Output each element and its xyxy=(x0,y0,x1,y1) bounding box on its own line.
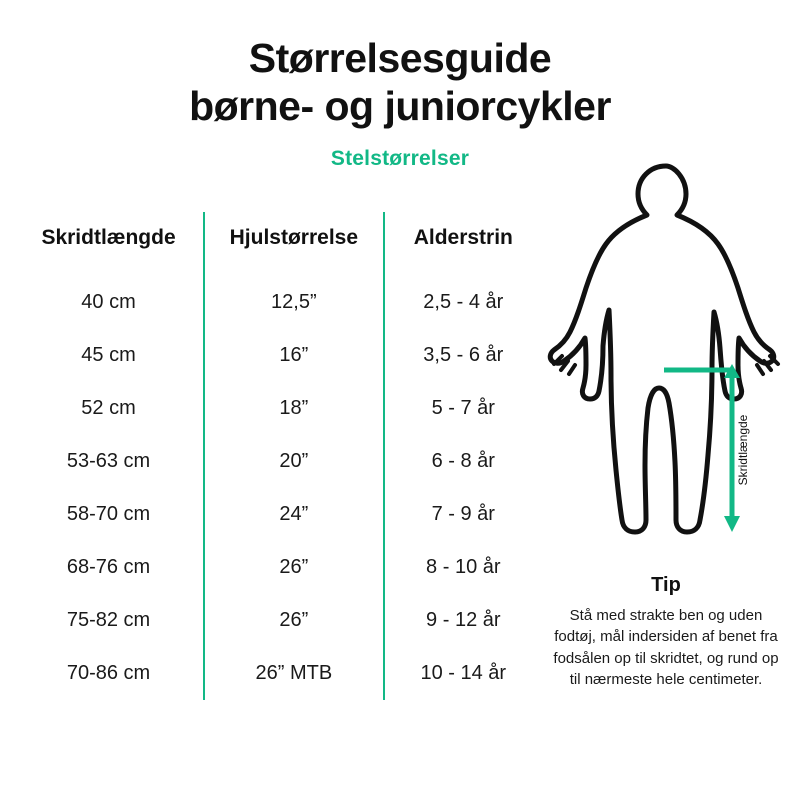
cell-inseam: 68-76 cm xyxy=(66,556,151,578)
table-row xyxy=(14,435,542,488)
table-header-row xyxy=(14,212,542,276)
figure-column xyxy=(540,160,792,690)
cell-age: 5 - 7 år xyxy=(431,397,495,419)
tip-text: Stå med strakte ben og uden fodtøj, mål indersiden af benet fra fodsålen op til skridtet, og rund op til nærmeste hele centimeter. xyxy=(553,607,779,688)
column-header-skridtlaengde: Skridtlængde xyxy=(41,226,176,249)
cell-inseam: 52 cm xyxy=(81,397,136,419)
cell-wheel: 20” xyxy=(204,435,384,488)
title-line-1: Størrelsesguide xyxy=(248,35,552,81)
cell-wheel: 26” xyxy=(204,541,384,594)
cell-age: 8 - 10 år xyxy=(426,556,501,578)
table-row xyxy=(14,594,542,647)
cell-wheel: 12,5” xyxy=(204,276,384,329)
body-silhouette-icon xyxy=(546,160,786,560)
table-row xyxy=(14,276,542,329)
cell-wheel: 18” xyxy=(204,382,384,435)
cell-inseam: 70-86 cm xyxy=(66,662,151,684)
page-subtitle: Stelstørrelser xyxy=(330,146,470,170)
cell-age: 9 - 12 år xyxy=(426,609,501,631)
size-table-container xyxy=(14,212,542,700)
cell-wheel: 16” xyxy=(204,329,384,382)
cell-wheel: 24” xyxy=(204,488,384,541)
page-title xyxy=(0,0,800,131)
cell-inseam: 45 cm xyxy=(81,344,136,366)
cell-age: 7 - 9 år xyxy=(431,503,495,525)
cell-age: 2,5 - 4 år xyxy=(423,291,504,313)
cell-inseam: 75-82 cm xyxy=(66,609,151,631)
table-row xyxy=(14,488,542,541)
cell-wheel: 26” xyxy=(204,594,384,647)
cell-age: 6 - 8 år xyxy=(431,450,495,472)
title-line-2: børne- og juniorcykler xyxy=(189,83,611,130)
column-header-hjulstoerrelse: Hjulstørrelse xyxy=(204,212,384,276)
table-row xyxy=(14,541,542,594)
column-header-alderstrin: Alderstrin xyxy=(413,226,513,249)
cell-age: 3,5 - 6 år xyxy=(423,344,504,366)
measure-label: Skridtlængde xyxy=(736,414,750,486)
cell-wheel: 26” MTB xyxy=(204,647,384,700)
cell-inseam: 53-63 cm xyxy=(66,450,151,472)
table-row xyxy=(14,647,542,700)
tip-title: Tip xyxy=(651,574,681,596)
size-table xyxy=(14,212,542,700)
table-row xyxy=(14,329,542,382)
table-row xyxy=(14,382,542,435)
cell-inseam: 58-70 cm xyxy=(66,503,151,525)
cell-age: 10 - 14 år xyxy=(420,662,507,684)
cell-inseam: 40 cm xyxy=(81,291,136,313)
